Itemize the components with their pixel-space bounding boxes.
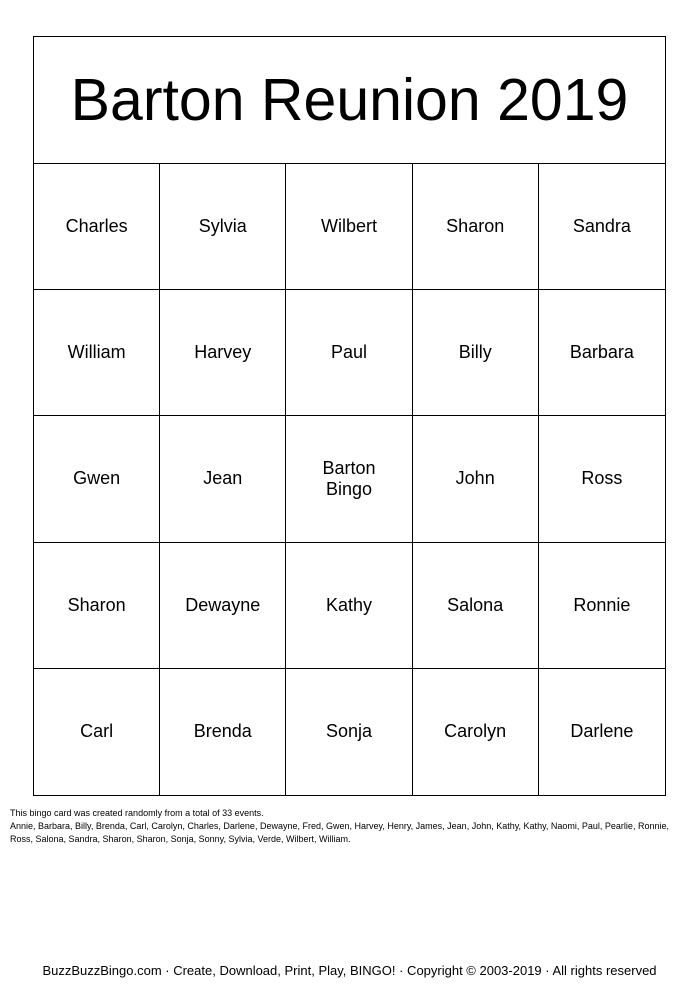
bingo-cell: Sharon — [34, 543, 160, 669]
page-footer: BuzzBuzzBingo.com · Create, Download, Print, Play, BINGO! · Copyright © 2003-2019 · All rights reserved — [42, 963, 657, 978]
free-space-cell — [286, 416, 412, 542]
bingo-cell: Sharon — [413, 164, 539, 290]
free-space-label: Barton Bingo — [322, 457, 376, 499]
bingo-cell: Kathy — [286, 543, 412, 669]
bingo-cell: Ronnie — [539, 543, 665, 669]
bingo-cell: Carolyn — [413, 669, 539, 795]
bingo-card — [33, 36, 666, 796]
bingo-cell: Brenda — [160, 669, 286, 795]
info-summary: This bingo card was created randomly from a total of 33 events. — [10, 808, 264, 818]
bingo-cell: Jean — [160, 416, 286, 542]
bingo-cell: Carl — [34, 669, 160, 795]
bingo-cell: John — [413, 416, 539, 542]
bingo-cell: Dewayne — [160, 543, 286, 669]
bingo-cell: Wilbert — [286, 164, 412, 290]
card-header — [34, 37, 665, 164]
bingo-cell: Billy — [413, 290, 539, 416]
bingo-cell: Harvey — [160, 290, 286, 416]
bingo-cell: Ross — [539, 416, 665, 542]
bingo-cell: Gwen — [34, 416, 160, 542]
bingo-cell: Sandra — [539, 164, 665, 290]
card-title: Barton Reunion 2019 — [70, 66, 629, 133]
bingo-cell: William — [34, 290, 160, 416]
bingo-cell: Barbara — [539, 290, 665, 416]
bingo-cell: Sylvia — [160, 164, 286, 290]
bingo-cell: Sonja — [286, 669, 412, 795]
bingo-cell: Salona — [413, 543, 539, 669]
bingo-cell: Darlene — [570, 721, 634, 742]
card-info — [10, 807, 694, 846]
events-list: Annie, Barbara, Billy, Brenda, Carl, Carolyn, Charles, Darlene, Dewayne, Fred, Gwen, Harvey, Henry, James, Jean, John, Kathy, Kathy, Naomi, Paul, Pearlie, Ronnie, Ross, Salona, Sandra, Sharon, Sharon, Sonja, Sonny, Sylvia, Verde, Wilbert, William. — [10, 821, 669, 844]
bingo-cell: Paul — [286, 290, 412, 416]
bingo-cell: Charles — [34, 164, 160, 290]
bingo-grid — [34, 164, 665, 795]
